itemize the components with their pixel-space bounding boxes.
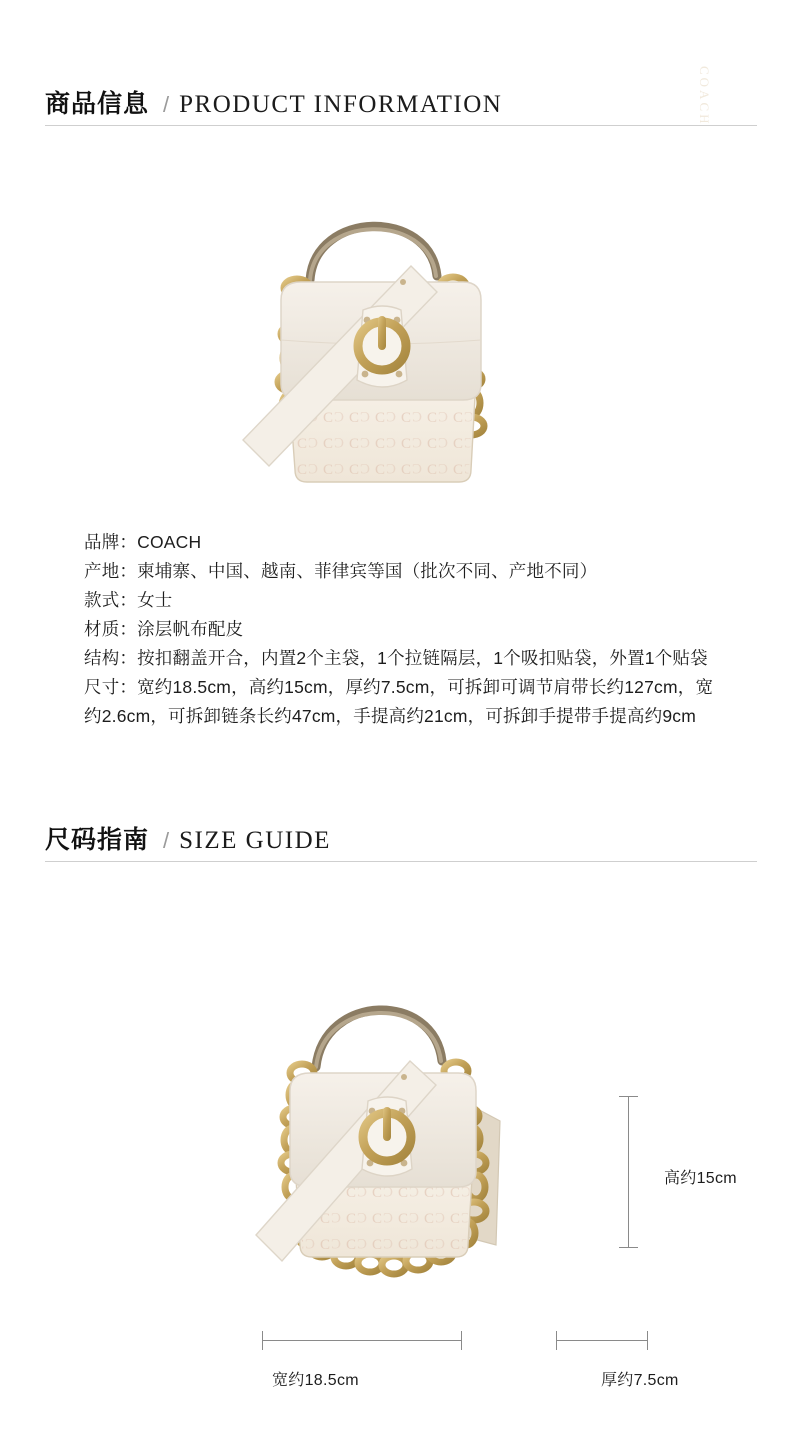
- section-separator: /: [163, 828, 170, 853]
- dimension-label-depth: 厚约7.5cm: [601, 1372, 679, 1389]
- brand-watermark: COACH: [697, 66, 712, 127]
- section-separator: /: [163, 92, 170, 117]
- spec-structure: 结构：按扣翻盖开合，内置2个主袋，1个拉链隔层，1个吸扣贴袋，外置1个贴袋: [84, 648, 708, 668]
- height-rule-cap-bottom: [619, 1247, 638, 1248]
- section-heading-product-information: [45, 92, 757, 126]
- section-title-cn: 尺码指南: [45, 826, 150, 854]
- height-rule-line: [628, 1096, 629, 1248]
- product-spec-list: [84, 528, 724, 731]
- depth-rule-cap-right: [647, 1331, 648, 1350]
- spec-style: 款式：女士: [84, 590, 173, 610]
- product-image-main: [215, 170, 585, 510]
- width-rule-cap-right: [461, 1331, 462, 1350]
- depth-rule-cap-left: [556, 1331, 557, 1350]
- dimension-label-width: 宽约18.5cm: [272, 1372, 359, 1389]
- width-rule-line: [262, 1340, 462, 1341]
- height-rule-cap-top: [619, 1096, 638, 1097]
- section-title-cn: 商品信息: [45, 90, 150, 118]
- section-title-en: PRODUCT INFORMATION: [179, 91, 503, 118]
- depth-rule-line: [556, 1340, 648, 1341]
- section-heading-size-guide: [45, 828, 757, 862]
- spec-material: 材质：涂层帆布配皮: [84, 619, 244, 639]
- dimension-label-height: 高约15cm: [664, 1170, 737, 1187]
- spec-origin: 产地：柬埔寨、中国、越南、菲律宾等国（批次不同、产地不同）: [84, 561, 598, 581]
- section-title-en: SIZE GUIDE: [179, 827, 331, 854]
- spec-brand: 品牌：COACH: [84, 532, 202, 552]
- product-image-size-guide: [238, 945, 568, 1305]
- spec-dimensions: 尺寸：宽约18.5cm，高约15cm，厚约7.5cm，可拆卸可调节肩带长约127cm，宽约2.6cm，可拆卸链条长约47cm，手提高约21cm，可拆卸手提带手提高约9cm: [84, 677, 714, 726]
- width-rule-cap-left: [262, 1331, 263, 1350]
